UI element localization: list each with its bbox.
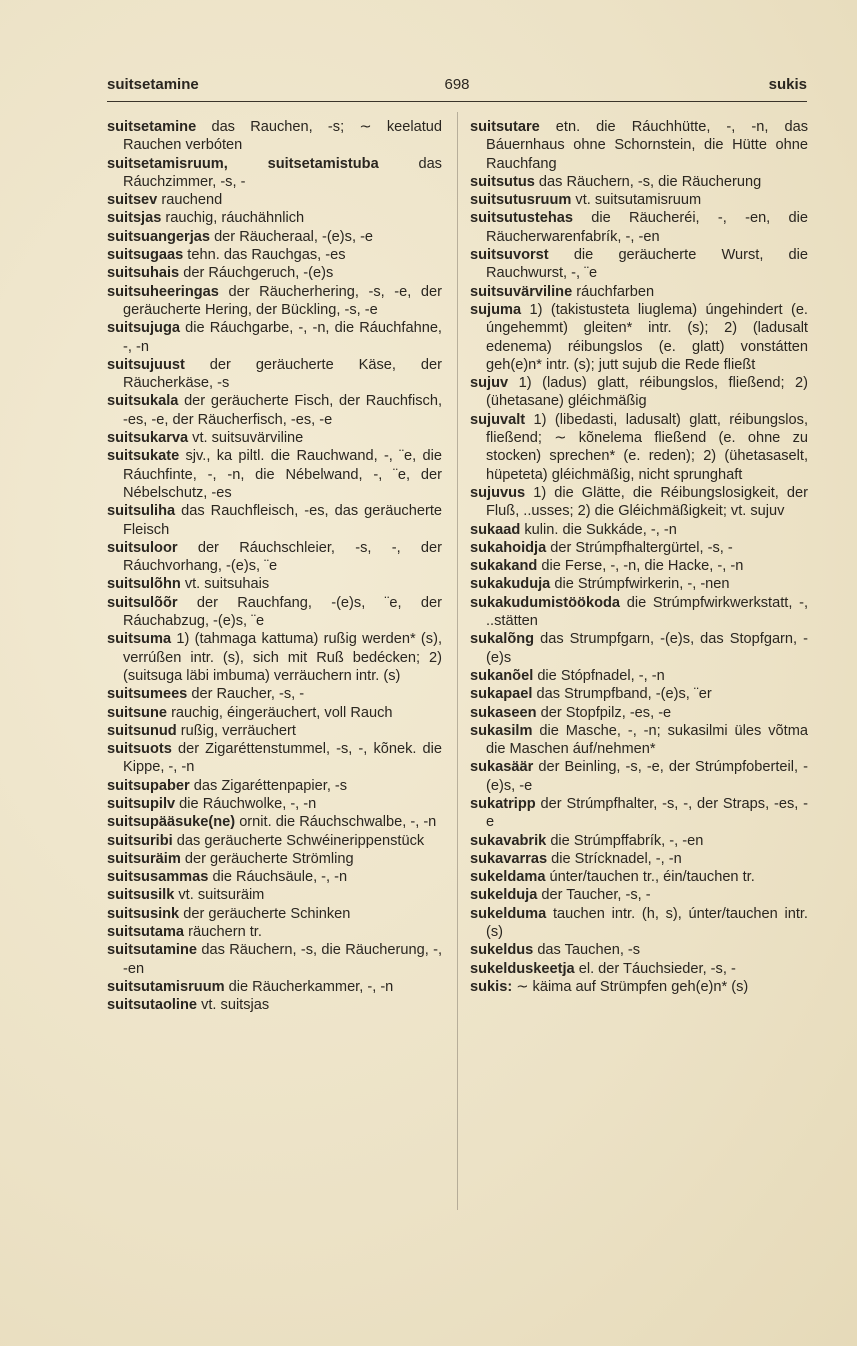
entry-definition: die Masche, -, -n; sukasilmi üles võtma die Maschen áuf/nehmen* <box>486 722 808 758</box>
dictionary-entry <box>470 301 808 374</box>
entry-headword: suitsutamine <box>107 942 198 959</box>
header-last-word: sukis <box>768 76 807 93</box>
entry-headword: sukakudumistöökoda <box>470 594 621 611</box>
dictionary-entry <box>470 484 808 521</box>
entry-definition: die Ráuchgarbe, -, -n, die Ráuchfahne, -, -n <box>123 320 442 355</box>
entry-definition: die Räucheréi, -, -en, die Räucherwarenfabrík, -, -en <box>486 210 808 245</box>
dictionary-entry <box>470 173 808 191</box>
dictionary-entry <box>470 521 808 539</box>
dictionary-entry <box>470 978 808 996</box>
entry-definition: der Strúmpfhalter, -s, -, der Straps, -es, -e <box>486 795 808 831</box>
dictionary-entry <box>470 832 808 850</box>
dictionary-entry <box>107 813 442 831</box>
dictionary-entry <box>107 118 442 155</box>
dictionary-entry <box>470 685 808 703</box>
entry-headword: sukapael <box>470 686 533 703</box>
entry-definition: vt. suitsutamisruum <box>571 192 702 209</box>
dictionary-entry <box>107 886 442 904</box>
running-head <box>107 76 807 98</box>
entry-definition: vt. suitsuvärviline <box>188 430 304 447</box>
dictionary-entry <box>107 777 442 795</box>
dictionary-entry <box>470 374 808 411</box>
entry-definition: die geräucherte Wurst, die Rauchwurst, -, ¨e <box>486 247 808 282</box>
dictionary-entry <box>107 594 442 631</box>
entry-headword: suitsumees <box>107 686 188 703</box>
entry-headword: suitsunud <box>107 722 177 739</box>
entry-definition: vt. suitsuräim <box>174 887 265 904</box>
entry-headword: suitsutamisruum <box>107 978 225 995</box>
dictionary-entry <box>107 283 442 320</box>
dictionary-entry <box>107 978 442 996</box>
entry-definition: der Ráuchschleier, -s, -, der Ráuchvorhang, -(e)s, ¨e <box>123 539 442 575</box>
dictionary-entry <box>107 392 442 429</box>
entry-definition: der Raucher, -s, - <box>187 686 305 703</box>
dictionary-entry <box>470 575 808 593</box>
entry-headword: suitsuloor <box>107 539 178 556</box>
entry-definition: der Zigaréttenstummel, -s, -, kõnek. die Kippe, -, -n <box>123 741 442 776</box>
dictionary-entry <box>107 429 442 447</box>
entry-headword: suitsuheeringas <box>107 283 219 300</box>
entry-definition: rußig, verräuchert <box>176 722 296 739</box>
entry-definition: das Räuchern, -s, die Räucherung <box>534 173 762 190</box>
entry-definition: die Ráuchsäule, -, -n <box>208 869 348 886</box>
entry-definition: vt. suitsuhais <box>180 576 270 593</box>
entry-headword: sukasäär <box>470 759 534 776</box>
entry-definition: der Taucher, -s, - <box>537 887 651 904</box>
entry-headword: suitsetamine <box>107 119 197 135</box>
entry-definition: die Strícknadel, -, -n <box>547 850 682 867</box>
dictionary-entry <box>107 155 442 192</box>
entry-definition: die Ferse, -, -n, die Hacke, -, -n <box>537 558 744 575</box>
entry-definition: rauchig, éingeräuchert, voll Rauch <box>167 704 393 721</box>
entry-definition: der Räucherhering, -s, -e, der geräucherte Hering, der Bückling, -s, -e <box>123 283 442 318</box>
entry-headword: suitsuhais <box>107 265 180 282</box>
entry-headword: suitsukala <box>107 393 179 410</box>
entry-headword: suitsjas <box>107 210 162 227</box>
entry-headword: sukelduja <box>470 887 538 904</box>
entry-definition: ornit. die Ráuchschwalbe, -, -n <box>235 814 437 831</box>
entry-definition: die Strúmpfwirkwerkstatt, -, ..stätten <box>486 594 808 630</box>
entry-definition: die Strúmpffabrík, -, -en <box>546 832 704 849</box>
entry-headword: sukahoidja <box>470 539 547 556</box>
entry-headword: sukakand <box>470 558 538 575</box>
entry-headword: sukanõel <box>470 667 534 684</box>
entry-definition: etn. die Ráuchhütte, -, -n, das Báuernhaus ohne Schornstein, die Hütte ohne Rauchfang <box>486 119 808 172</box>
entry-definition: das Rauchfleisch, -es, das geräucherte Fleisch <box>123 503 442 538</box>
entry-headword: suitsuliha <box>107 503 176 520</box>
entry-definition: die Stópfnadel, -, -n <box>533 667 665 684</box>
dictionary-entry <box>470 594 808 631</box>
entry-headword: suitsev <box>107 192 158 209</box>
dictionary-entry <box>470 960 808 978</box>
dictionary-entry <box>107 795 442 813</box>
entry-headword: suitsutus <box>470 173 535 190</box>
dictionary-entry <box>470 850 808 868</box>
entry-definition: rauchend <box>157 192 223 209</box>
entry-headword: sujuvus <box>470 484 526 501</box>
dictionary-entry <box>107 722 442 740</box>
entry-headword: sukavarras <box>470 850 548 867</box>
dictionary-entry <box>107 868 442 886</box>
entry-headword: suitsulõhn <box>107 576 181 593</box>
entry-definition: die Räucherkammer, -, -n <box>224 978 394 995</box>
entry-definition: das Rauchen, -s; ∼ keelatud Rauchen verbóten <box>123 119 442 154</box>
entry-headword: sukakuduja <box>470 576 551 593</box>
entry-headword: suitsupilv <box>107 795 176 812</box>
entry-headword: sujuma <box>470 301 522 318</box>
entry-definition: das Strumpfgarn, -(e)s, das Stopfgarn, -(e)s <box>486 631 808 666</box>
left-column <box>107 118 442 1015</box>
dictionary-entry <box>107 832 442 850</box>
header-rule <box>107 101 807 102</box>
dictionary-entry <box>470 191 808 209</box>
entry-definition: únter/tauchen tr., éin/tauchen tr. <box>545 869 755 886</box>
dictionary-entry <box>107 941 442 978</box>
dictionary-entry <box>470 283 808 301</box>
entry-definition: vt. suitsjas <box>197 997 270 1014</box>
entry-headword: sukasilm <box>470 722 533 739</box>
entry-headword: suitsusammas <box>107 869 209 886</box>
dictionary-entry <box>107 575 442 593</box>
dictionary-entry <box>107 905 442 923</box>
entry-definition: 1) (tahmaga kattuma) rußig werden* (s), verrúßen intr. (s), sich mit Ruß bedécken; 2) (suitsuga läbi imbuma) verräuchern intr. (s) <box>123 631 442 684</box>
dictionary-entry <box>107 996 442 1014</box>
entry-headword: suitsune <box>107 704 168 721</box>
entry-definition: der geräucherte Strömling <box>180 850 354 867</box>
dictionary-entry <box>470 539 808 557</box>
entry-definition: das Strumpfband, -(e)s, ¨er <box>532 686 712 703</box>
entry-definition: die Ráuchwolke, -, -n <box>175 795 317 812</box>
dictionary-entry <box>470 209 808 246</box>
entry-headword: sukelduma <box>470 905 547 922</box>
entry-definition: das Räuchern, -s, die Räucherung, -, -en <box>123 942 442 977</box>
entry-headword: sukaseen <box>470 704 537 721</box>
entry-headword: suitsukate <box>107 448 180 465</box>
dictionary-entry <box>470 630 808 667</box>
dictionary-entry <box>470 704 808 722</box>
entry-headword: suitsutustehas <box>470 210 573 227</box>
entry-headword: suitsutare <box>470 119 540 135</box>
entry-headword: sujuvalt <box>470 411 526 428</box>
dictionary-entry <box>470 795 808 832</box>
entry-headword: sukavabrik <box>470 832 547 849</box>
dictionary-entry <box>470 758 808 795</box>
dictionary-entry <box>470 868 808 886</box>
dictionary-entry <box>107 740 442 777</box>
entry-definition: die Strúmpfwirkerin, -, -nen <box>550 576 730 593</box>
dictionary-entry <box>470 905 808 942</box>
entry-definition: 1) (takistusteta liuglema) úngehindert (e. úngehemmt) gleiten* intr. (s); 2) (ladusalt edenema) réibungslos (e. glatt) vonstátten geh(e)n* intr. (s); jutt sujub die Rede fließt <box>486 301 808 373</box>
entry-definition: der Rauchfang, -(e)s, ¨e, der Ráuchabzug, -(e)s, ¨e <box>123 594 442 630</box>
entry-headword: sukeldus <box>470 942 534 959</box>
entry-headword: sukelduskeetja <box>470 960 575 977</box>
header-first-word: suitsetamine <box>107 76 199 93</box>
dictionary-entry <box>107 319 442 356</box>
dictionary-entry <box>107 191 442 209</box>
entry-headword: suitsuangerjas <box>107 228 211 245</box>
entry-headword: suitsusink <box>107 905 180 922</box>
page-number: 698 <box>444 76 470 93</box>
entry-headword: sukis: <box>470 978 513 995</box>
entry-headword: suitsujuust <box>107 356 185 373</box>
entry-definition: das geräucherte Schwéinerippenstück <box>172 832 425 849</box>
dictionary-entry <box>107 447 442 502</box>
entry-definition: der Ráuchgeruch, -(e)s <box>179 265 334 282</box>
entry-definition: tauchen intr. (h, s), únter/tauchen intr. (s) <box>486 905 808 941</box>
entry-headword: suitsuvärviline <box>470 283 573 300</box>
entry-definition: 1) die Glätte, die Réibungslosigkeit, der Fluß, ..usses; 2) die Gléichmäßigkeit; vt. sujuv <box>486 484 808 520</box>
entry-headword: suitsuots <box>107 741 172 758</box>
entry-headword: suitsuräim <box>107 850 181 867</box>
dictionary-entry <box>107 502 442 539</box>
entry-headword: sujuv <box>470 375 509 392</box>
right-column <box>470 118 808 996</box>
entry-headword: suitsugaas <box>107 247 184 264</box>
entry-definition: der geräucherte Fisch, der Rauchfisch, -es, -e, der Räucherfisch, -es, -e <box>123 393 442 428</box>
entry-definition: das Tauchen, -s <box>533 942 641 959</box>
entry-headword: suitsujuga <box>107 320 180 337</box>
entry-headword: suitsukarva <box>107 430 189 447</box>
dictionary-entry <box>107 630 442 685</box>
dictionary-entry <box>107 228 442 246</box>
dictionary-entry <box>470 722 808 759</box>
entry-headword: suitsuvorst <box>470 247 549 264</box>
dictionary-entry <box>107 850 442 868</box>
column-divider <box>457 112 458 1210</box>
entry-definition: räuchern tr. <box>184 924 262 941</box>
entry-definition: der Räucheraal, -(e)s, -e <box>210 228 374 245</box>
entry-definition: das Zigaréttenpapier, -s <box>189 777 348 794</box>
dictionary-entry <box>107 264 442 282</box>
dictionary-entry <box>470 886 808 904</box>
entry-definition: das Ráuchzimmer, -s, - <box>123 155 442 190</box>
dictionary-entry <box>107 209 442 227</box>
entry-definition: kulin. die Sukkáde, -, -n <box>520 521 677 538</box>
entry-headword: suitsusilk <box>107 887 175 904</box>
dictionary-entry <box>470 557 808 575</box>
dictionary-entry <box>107 685 442 703</box>
entry-headword: suitsutaoline <box>107 997 198 1014</box>
entry-headword: sukeldama <box>470 869 546 886</box>
entry-definition: rauchig, ráuchähnlich <box>161 210 305 227</box>
entry-definition: el. der Táuchsieder, -s, - <box>574 960 736 977</box>
entry-headword: suitsulõõr <box>107 594 178 611</box>
dictionary-entry <box>470 411 808 484</box>
dictionary-entry <box>470 667 808 685</box>
entry-headword: sukatripp <box>470 795 536 812</box>
entry-definition: der Beinling, -s, -e, der Strúmpfoberteil, -(e)s, -e <box>486 759 808 794</box>
entry-headword: suitsutusruum <box>470 192 572 209</box>
entry-headword: suitsutama <box>107 924 185 941</box>
entry-definition: der geräucherte Käse, der Räucherkäse, -s <box>123 356 442 392</box>
entry-definition: der geräucherte Schinken <box>179 905 351 922</box>
entry-headword: suitsuma <box>107 631 172 648</box>
entry-headword: suitsuribi <box>107 832 173 849</box>
dictionary-entry <box>107 923 442 941</box>
entry-definition: 1) (libedasti, ladusalt) glatt, réibungslos, fließend; ∼ kõnelema fließend (e. ohne zu stocken) sprechen* (e. reden); 2) (ühetasaselt, hüpeteta) gléichmäßig, nicht sprunghaft <box>486 411 808 483</box>
entry-headword: suitsetamisruum, suitsetamistuba <box>107 155 379 172</box>
entry-headword: suitsupääsuke(ne) <box>107 814 236 831</box>
entry-definition: der Stopfpilz, -es, -e <box>536 704 672 721</box>
entry-headword: suitsupaber <box>107 777 190 794</box>
dictionary-entry <box>470 246 808 283</box>
entry-headword: sukaad <box>470 521 521 538</box>
dictionary-entry <box>470 118 808 173</box>
entry-definition: tehn. das Rauchgas, -es <box>183 247 346 264</box>
dictionary-entry <box>107 539 442 576</box>
entry-definition: ráuchfarben <box>572 283 655 300</box>
dictionary-entry <box>470 941 808 959</box>
entry-definition: sjv., ka piltl. die Rauchwand, -, ¨e, die Ráuchfinte, -, -n, die Nébelwand, -, ¨e, der Nébelschutz, -es <box>123 448 442 501</box>
entry-definition: der Strúmpfhaltergürtel, -s, - <box>546 539 733 556</box>
dictionary-entry <box>107 356 442 393</box>
dictionary-entry <box>107 246 442 264</box>
entry-definition: 1) (ladus) glatt, réibungslos, fließend; 2) (ühetasane) gléichmäßig <box>486 375 808 410</box>
dictionary-entry <box>107 704 442 722</box>
entry-headword: sukalõng <box>470 631 535 648</box>
entry-definition: ∼ käima auf Strümpfen geh(e)n* (s) <box>512 978 749 995</box>
